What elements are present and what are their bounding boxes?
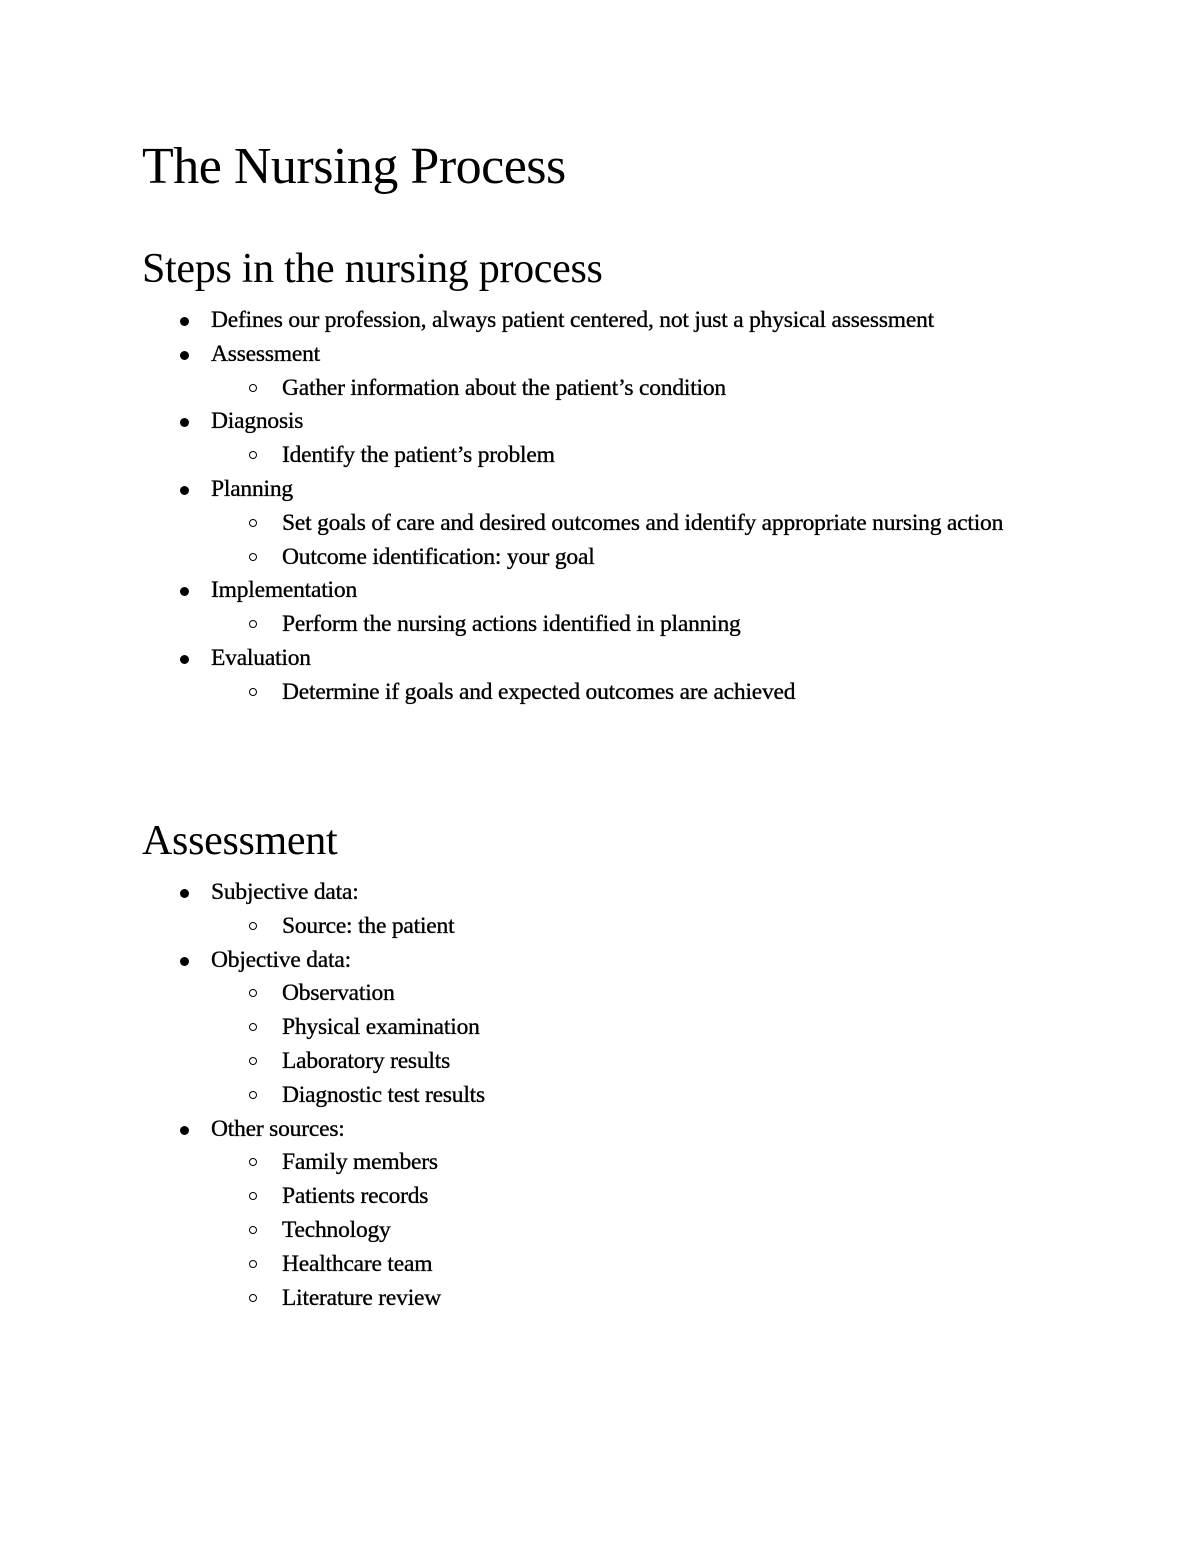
hollow-bullet-icon: [249, 553, 257, 561]
list-item: Diagnosis Identify the patient’s problem: [142, 405, 1042, 473]
sub-list-item: Set goals of care and desired outcomes and identify appropriate nursing action: [211, 507, 1042, 541]
sub-list: [211, 977, 1042, 1112]
hollow-bullet-icon: [249, 384, 257, 392]
sub-list-item: Technology: [211, 1214, 1042, 1248]
sub-list-item: Physical examination: [211, 1011, 1042, 1045]
sub-list: [211, 608, 1042, 642]
list-item: Subjective data: Source: the patient: [142, 876, 1042, 944]
sub-list: [211, 507, 1042, 575]
sub-list-item: Healthcare team: [211, 1248, 1042, 1282]
filled-bullet-icon: [180, 587, 189, 596]
filled-bullet-icon: [180, 655, 189, 664]
hollow-bullet-icon: [249, 1294, 257, 1302]
hollow-bullet-icon: [249, 1091, 257, 1099]
sub-list-item: Literature review: [211, 1282, 1042, 1316]
list-item: Implementation Perform the nursing actions identified in planning: [142, 574, 1042, 642]
hollow-bullet-icon: [249, 922, 257, 930]
sub-list: [211, 372, 1042, 406]
sub-list: [211, 439, 1042, 473]
sub-list-item: Diagnostic test results: [211, 1079, 1042, 1113]
sub-list-item: Perform the nursing actions identified in planning: [211, 608, 1042, 642]
filled-bullet-icon: [180, 957, 189, 966]
list-item: Planning Set goals of care and desired outcomes and identify appropriate nursing action Outcome identification: your goal: [142, 473, 1042, 574]
sub-list-item: Identify the patient’s problem: [211, 439, 1042, 473]
filled-bullet-icon: [180, 317, 189, 326]
hollow-bullet-icon: [249, 620, 257, 628]
hollow-bullet-icon: [249, 1057, 257, 1065]
filled-bullet-icon: [180, 351, 189, 360]
sub-list-item: Source: the patient: [211, 910, 1042, 944]
sub-list: [211, 676, 1042, 710]
list-item: Evaluation Determine if goals and expected outcomes are achieved: [142, 642, 1042, 710]
hollow-bullet-icon: [249, 1192, 257, 1200]
filled-bullet-icon: [180, 1126, 189, 1135]
list-item: Other sources: Family members Patients records Technology Healthcare team Literature review: [142, 1113, 1042, 1316]
sub-list-item: Observation: [211, 977, 1042, 1011]
steps-list: [142, 304, 1042, 710]
sub-list-item: Family members: [211, 1146, 1042, 1180]
hollow-bullet-icon: [249, 1158, 257, 1166]
hollow-bullet-icon: [249, 1023, 257, 1031]
hollow-bullet-icon: [249, 451, 257, 459]
filled-bullet-icon: [180, 486, 189, 495]
section-heading-steps: Steps in the nursing process: [142, 246, 603, 292]
section-heading-assessment: Assessment: [142, 818, 338, 864]
hollow-bullet-icon: [249, 989, 257, 997]
sub-list: [211, 1146, 1042, 1315]
filled-bullet-icon: [180, 889, 189, 898]
sub-list-item: Laboratory results: [211, 1045, 1042, 1079]
page-title: The Nursing Process: [142, 138, 566, 195]
list-item: Defines our profession, always patient centered, not just a physical assessment: [142, 304, 1042, 338]
sub-list-item: Gather information about the patient’s condition: [211, 372, 1042, 406]
hollow-bullet-icon: [249, 519, 257, 527]
sub-list-item: Patients records: [211, 1180, 1042, 1214]
sub-list: [211, 910, 1042, 944]
hollow-bullet-icon: [249, 1260, 257, 1268]
list-item: Assessment Gather information about the patient’s condition: [142, 338, 1042, 406]
sub-list-item: Outcome identification: your goal: [211, 541, 1042, 575]
assessment-list: [142, 876, 1042, 1315]
hollow-bullet-icon: [249, 688, 257, 696]
list-item: Objective data: Observation Physical examination Laboratory results Diagnostic test results: [142, 944, 1042, 1113]
filled-bullet-icon: [180, 418, 189, 427]
hollow-bullet-icon: [249, 1226, 257, 1234]
sub-list-item: Determine if goals and expected outcomes are achieved: [211, 676, 1042, 710]
